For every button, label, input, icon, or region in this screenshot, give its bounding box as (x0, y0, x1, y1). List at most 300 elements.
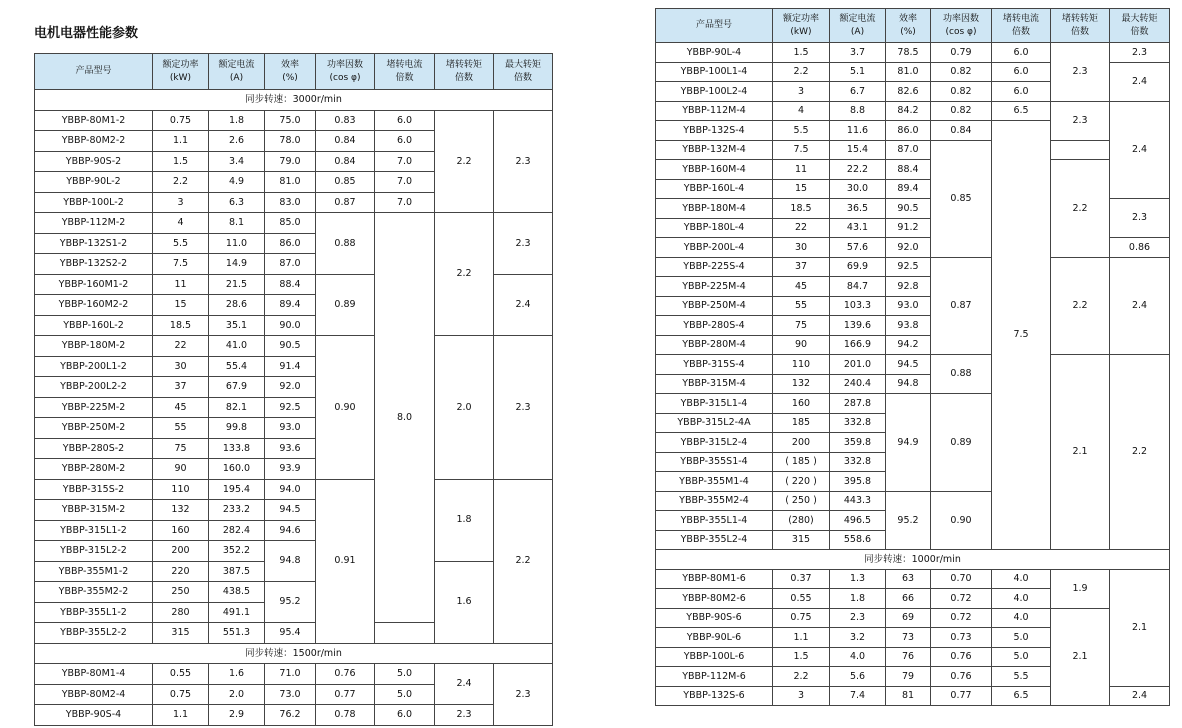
table-cell: YBBP-280M-4 (656, 335, 773, 355)
column-header-line: 倍数 (395, 72, 414, 83)
table-cell: 91.4 (265, 356, 316, 377)
table-cell: YBBP-355L2-4 (656, 530, 773, 550)
table-cell: 86.0 (265, 233, 316, 254)
column-header-efficiency (886, 9, 931, 43)
table-cell: YBBP-315L2-4 (656, 433, 773, 453)
table-cell: YBBP-160M-4 (656, 160, 773, 180)
table-cell: 0.82 (931, 101, 992, 121)
table-cell: 1.5 (773, 43, 830, 63)
table-cell: 315 (773, 530, 830, 550)
table-cell: YBBP-100L2-4 (656, 82, 773, 102)
table-cell: 75.0 (265, 110, 316, 131)
table-cell: YBBP-315L1-4 (656, 394, 773, 414)
table-cell: 93.6 (265, 438, 316, 459)
table-cell: 7.0 (375, 192, 435, 213)
table-cell: 3.4 (209, 151, 265, 172)
table-cell: 81 (886, 686, 931, 706)
table-cell: YBBP-160M2-2 (35, 295, 153, 316)
table-cell: YBBP-80M2-6 (656, 589, 773, 609)
column-header-line: (%) (900, 26, 916, 37)
table-cell: YBBP-355L1-2 (35, 602, 153, 623)
table-cell: 66 (886, 589, 931, 609)
table-cell: 332.8 (830, 452, 886, 472)
table-cell: 5.0 (375, 684, 435, 705)
table-cell: 2.1 (1051, 355, 1110, 550)
table-row (656, 43, 1170, 63)
column-header-line: 额定电流 (218, 60, 255, 71)
table-row (35, 213, 553, 234)
table-cell: 30.0 (830, 179, 886, 199)
table-cell: 94.5 (265, 500, 316, 521)
table-cell: 0.72 (931, 589, 992, 609)
table-cell: 2.3 (1051, 43, 1110, 102)
table-cell: 160 (153, 520, 209, 541)
table-cell: 73 (886, 628, 931, 648)
table-cell: 287.8 (830, 394, 886, 414)
table-cell: 95.4 (265, 623, 316, 644)
table-cell: 0.75 (153, 684, 209, 705)
table-cell: 88.4 (886, 160, 931, 180)
table-cell: 92.5 (886, 257, 931, 277)
table-cell: 28.6 (209, 295, 265, 316)
table-cell: 3 (153, 192, 209, 213)
table-cell: YBBP-90L-2 (35, 172, 153, 193)
column-header-line: 功率因数 (942, 14, 979, 25)
table-cell: 87.0 (265, 254, 316, 275)
table-cell: 76 (886, 647, 931, 667)
speed-section-row (656, 550, 1170, 570)
table-cell: 1.1 (153, 131, 209, 152)
table-cell: 2.2 (153, 172, 209, 193)
table-cell: 89.4 (265, 295, 316, 316)
table-cell: 0.79 (931, 43, 992, 63)
column-header-line: 效率 (280, 60, 299, 71)
column-header-line: 倍数 (1070, 26, 1089, 37)
table-cell: 8.8 (830, 101, 886, 121)
table-cell: 99.8 (209, 418, 265, 439)
table-cell: YBBP-355L2-2 (35, 623, 153, 644)
table-cell: 22 (773, 218, 830, 238)
table-cell: 200 (773, 433, 830, 453)
table-cell: 240.4 (830, 374, 886, 394)
table-cell: YBBP-355M1-2 (35, 561, 153, 582)
table-cell: 79.0 (265, 151, 316, 172)
table-cell: YBBP-225S-4 (656, 257, 773, 277)
table-cell: 0.76 (316, 664, 375, 685)
table-cell: 18.5 (773, 199, 830, 219)
table-cell: 2.2 (494, 479, 553, 643)
table-row (656, 140, 1170, 160)
table-cell: 76.2 (265, 705, 316, 726)
table-cell: 2.3 (435, 705, 494, 726)
table-cell: 5.0 (992, 647, 1051, 667)
table-cell: YBBP-80M2-2 (35, 131, 153, 152)
table-cell: 15 (773, 179, 830, 199)
table-cell: 2.2 (1110, 355, 1170, 550)
table-row (656, 101, 1170, 121)
table-cell: 2.3 (1110, 199, 1170, 238)
table-cell: 280 (153, 602, 209, 623)
table-cell: 7.0 (375, 172, 435, 193)
table-cell: 0.85 (931, 140, 992, 257)
column-header-rated-current (209, 54, 265, 90)
column-header-locked-rotor-current-ratio (992, 9, 1051, 43)
table-cell: 0.75 (153, 110, 209, 131)
table-cell: 4.0 (830, 647, 886, 667)
column-header-line: 效率 (898, 14, 917, 25)
table-cell: 4 (773, 101, 830, 121)
table-cell: 83.0 (265, 192, 316, 213)
table-cell: 0.72 (931, 608, 992, 628)
table-cell: YBBP-100L-6 (656, 647, 773, 667)
table-cell: 15.4 (830, 140, 886, 160)
table-cell: 84.2 (886, 101, 931, 121)
table-row (35, 479, 553, 500)
table-cell: 0.84 (316, 131, 375, 152)
table-cell: 2.6 (209, 131, 265, 152)
table-cell: YBBP-112M-2 (35, 213, 153, 234)
table-cell: YBBP-280M-2 (35, 459, 153, 480)
table-cell: 2.4 (494, 274, 553, 336)
column-header-line: 额定功率 (782, 14, 819, 25)
table-cell: 0.77 (316, 684, 375, 705)
table-cell: YBBP-180M-2 (35, 336, 153, 357)
table-cell: YBBP-200L1-2 (35, 356, 153, 377)
table-cell: YBBP-80M2-4 (35, 684, 153, 705)
table-cell: 2.3 (494, 110, 553, 213)
table-cell: 2.3 (830, 608, 886, 628)
table-cell: 3 (773, 686, 830, 706)
speed-section-row (35, 90, 553, 111)
table-cell: 8.0 (375, 213, 435, 623)
table-cell: 7.5 (773, 140, 830, 160)
table-cell: 160 (773, 394, 830, 414)
table-cell: YBBP-200L-4 (656, 238, 773, 258)
table-cell: YBBP-100L-2 (35, 192, 153, 213)
table-cell: 233.2 (209, 500, 265, 521)
speed-section-label: 同步转速：3000r/min (35, 90, 553, 111)
table-cell: 7.0 (375, 151, 435, 172)
column-header-line: (cos φ) (945, 26, 977, 37)
table-cell: 2.0 (435, 336, 494, 480)
table-cell: 0.75 (773, 608, 830, 628)
table-cell: ( 185 ) (773, 452, 830, 472)
table-cell: 6.7 (830, 82, 886, 102)
table-cell: 45 (773, 277, 830, 297)
table-cell: 0.88 (931, 355, 992, 394)
table-row (35, 110, 553, 131)
table-cell: 94.8 (886, 374, 931, 394)
table-cell: YBBP-160L-2 (35, 315, 153, 336)
table-cell: 2.1 (1051, 608, 1110, 706)
column-header-power-factor (931, 9, 992, 43)
motor-spec-table-left (34, 53, 553, 726)
column-header-line: 倍数 (454, 72, 473, 83)
table-cell: 0.82 (931, 82, 992, 102)
table-cell: 2.2 (435, 110, 494, 213)
table-cell: 2.0 (209, 684, 265, 705)
column-header-line: 最大转矩 (504, 60, 541, 71)
table-cell: 75 (153, 438, 209, 459)
page-title: 电机电器性能参数 (34, 26, 139, 41)
table-header-row (656, 9, 1170, 43)
table-cell: 3 (773, 82, 830, 102)
table-cell: 92.5 (265, 397, 316, 418)
table-cell: 91.2 (886, 218, 931, 238)
column-header-locked-rotor-current-ratio (375, 54, 435, 90)
table-cell: 395.8 (830, 472, 886, 492)
table-cell: 92.0 (886, 238, 931, 258)
table-cell: 160.0 (209, 459, 265, 480)
table-cell: 55 (773, 296, 830, 316)
column-header-model (35, 54, 153, 90)
table-row (656, 160, 1170, 180)
table-cell: 11 (153, 274, 209, 295)
table-cell: 73.0 (265, 684, 316, 705)
column-header-line: 产品型号 (695, 20, 732, 31)
table-cell: 67.9 (209, 377, 265, 398)
table-cell: 36.5 (830, 199, 886, 219)
table-cell: ( 250 ) (773, 491, 830, 511)
table-cell: 8.1 (209, 213, 265, 234)
table-cell: 6.5 (992, 101, 1051, 121)
table-cell: 14.9 (209, 254, 265, 275)
table-cell: 0.87 (316, 192, 375, 213)
column-header-max-torque-ratio (494, 54, 553, 90)
table-row (656, 608, 1170, 628)
column-header-line: 堵转电流 (386, 60, 423, 71)
table-cell: 496.5 (830, 511, 886, 531)
column-header-rated-power (773, 9, 830, 43)
table-cell: 0.77 (931, 686, 992, 706)
column-header-line: 倍数 (1130, 26, 1149, 37)
table-cell: 78.5 (886, 43, 931, 63)
table-cell: 82.1 (209, 397, 265, 418)
table-cell: 37 (773, 257, 830, 277)
table-cell: 0.85 (316, 172, 375, 193)
table-cell: 2.2 (1051, 257, 1110, 355)
table-cell: 93.0 (265, 418, 316, 439)
table-cell: 78.0 (265, 131, 316, 152)
column-header-efficiency (265, 54, 316, 90)
table-cell: YBBP-315S-2 (35, 479, 153, 500)
column-header-rated-power (153, 54, 209, 90)
table-cell: YBBP-355M1-4 (656, 472, 773, 492)
table-cell: YBBP-355L1-4 (656, 511, 773, 531)
table-cell: 15 (153, 295, 209, 316)
column-header-line: (%) (282, 72, 298, 83)
table-cell: 133.8 (209, 438, 265, 459)
table-cell: YBBP-355S1-4 (656, 452, 773, 472)
table-cell: 5.5 (773, 121, 830, 141)
table-cell: YBBP-315M-4 (656, 374, 773, 394)
table-cell: 0.76 (931, 647, 992, 667)
table-cell: 4 (153, 213, 209, 234)
table-cell: 21.5 (209, 274, 265, 295)
table-cell: 0.70 (931, 569, 992, 589)
table-cell: YBBP-250M-4 (656, 296, 773, 316)
table-cell: 94.0 (265, 479, 316, 500)
table-cell: 200 (153, 541, 209, 562)
table-cell: 22.2 (830, 160, 886, 180)
table-cell: ( 220 ) (773, 472, 830, 492)
table-row (656, 257, 1170, 277)
table-cell: 166.9 (830, 335, 886, 355)
table-cell: YBBP-90L-4 (656, 43, 773, 63)
table-cell: 57.6 (830, 238, 886, 258)
table-cell: 110 (153, 479, 209, 500)
table-cell: 0.88 (316, 213, 375, 275)
table-cell: 6.0 (375, 705, 435, 726)
table-cell: 71.0 (265, 664, 316, 685)
table-cell: 352.2 (209, 541, 265, 562)
table-cell: YBBP-160L-4 (656, 179, 773, 199)
column-header-line: 功率因数 (326, 60, 363, 71)
table-cell: YBBP-180M-4 (656, 199, 773, 219)
table-cell: 315 (153, 623, 209, 644)
table-cell: 6.5 (992, 686, 1051, 706)
table-cell: 93.8 (886, 316, 931, 336)
table-cell: 90 (153, 459, 209, 480)
table-cell: YBBP-250M-2 (35, 418, 153, 439)
table-cell: 1.3 (830, 569, 886, 589)
table-cell: 2.3 (494, 664, 553, 726)
table-cell: 2.3 (494, 213, 553, 275)
table-cell: YBBP-200L2-2 (35, 377, 153, 398)
table-cell: 0.89 (931, 394, 992, 492)
table-cell: YBBP-132S2-2 (35, 254, 153, 275)
table-cell: 1.6 (435, 561, 494, 643)
table-cell: 2.4 (1110, 686, 1170, 706)
table-cell: 94.8 (265, 541, 316, 582)
speed-section-row (35, 643, 553, 664)
table-cell: 551.3 (209, 623, 265, 644)
table-cell: 11 (773, 160, 830, 180)
table-cell: 2.4 (1110, 101, 1170, 199)
column-header-max-torque-ratio (1110, 9, 1170, 43)
table-cell: 5.1 (830, 62, 886, 82)
column-header-model (656, 9, 773, 43)
table-cell: 94.2 (886, 335, 931, 355)
table-cell: 139.6 (830, 316, 886, 336)
table-cell: 2.4 (435, 664, 494, 705)
table-cell: 2.3 (494, 336, 553, 480)
table-cell: 5.5 (992, 667, 1051, 687)
motor-spec-table-right (655, 8, 1170, 706)
table-cell: 0.76 (931, 667, 992, 687)
table-cell: 30 (773, 238, 830, 258)
table-cell: 4.0 (992, 569, 1051, 589)
table-cell: YBBP-132M-4 (656, 140, 773, 160)
table-cell: 84.7 (830, 277, 886, 297)
table-cell: 491.1 (209, 602, 265, 623)
table-row (35, 705, 553, 726)
table-cell: 185 (773, 413, 830, 433)
table-cell: 87.0 (886, 140, 931, 160)
table-cell: 4.9 (209, 172, 265, 193)
table-cell: 88.4 (265, 274, 316, 295)
table-cell: 4.0 (992, 608, 1051, 628)
table-cell: 3.2 (830, 628, 886, 648)
table-cell: 1.1 (773, 628, 830, 648)
table-cell: 332.8 (830, 413, 886, 433)
table-cell: 81.0 (886, 62, 931, 82)
table-cell: 92.0 (265, 377, 316, 398)
table-cell: 93.0 (886, 296, 931, 316)
table-cell: 0.90 (931, 491, 992, 550)
table-cell: 90 (773, 335, 830, 355)
table-cell: 2.4 (1110, 62, 1170, 101)
table-cell: 0.84 (316, 151, 375, 172)
table-cell: 359.8 (830, 433, 886, 453)
table-cell: 201.0 (830, 355, 886, 375)
column-header-line: 额定功率 (162, 60, 199, 71)
table-cell: 5.0 (992, 628, 1051, 648)
table-cell: YBBP-280S-2 (35, 438, 153, 459)
table-cell: YBBP-160M1-2 (35, 274, 153, 295)
column-header-line: 倍数 (1011, 26, 1030, 37)
table-cell: 0.90 (316, 336, 375, 480)
table-cell: 41.0 (209, 336, 265, 357)
table-cell: 7.4 (830, 686, 886, 706)
table-cell: 90.5 (265, 336, 316, 357)
table-cell: 86.0 (886, 121, 931, 141)
table-cell: 0.87 (931, 257, 992, 355)
table-header-row (35, 54, 553, 90)
table-cell: 81.0 (265, 172, 316, 193)
table-cell: 2.9 (209, 705, 265, 726)
table-cell: 75 (773, 316, 830, 336)
table-cell: YBBP-80M1-4 (35, 664, 153, 685)
table-row (656, 355, 1170, 375)
table-cell: 2.2 (435, 213, 494, 336)
table-cell: 89.4 (886, 179, 931, 199)
table-cell: 90.0 (265, 315, 316, 336)
table-cell: 45 (153, 397, 209, 418)
table-cell: 132 (773, 374, 830, 394)
table-cell: 6.3 (209, 192, 265, 213)
table-cell: 37 (153, 377, 209, 398)
column-header-line: 额定电流 (839, 14, 876, 25)
table-cell: 3.7 (830, 43, 886, 63)
table-cell: 95.2 (886, 491, 931, 550)
table-cell: YBBP-225M-2 (35, 397, 153, 418)
speed-section-label: 同步转速：1000r/min (656, 550, 1170, 570)
table-row (656, 569, 1170, 589)
column-header-line: (A) (850, 26, 865, 37)
table-cell: YBBP-132S-6 (656, 686, 773, 706)
table-cell: 0.55 (153, 664, 209, 685)
table-cell: 55 (153, 418, 209, 439)
table-cell: YBBP-180L-4 (656, 218, 773, 238)
table-cell: 438.5 (209, 582, 265, 603)
table-cell: 2.2 (773, 667, 830, 687)
table-cell: YBBP-132S-4 (656, 121, 773, 141)
table-cell: 22 (153, 336, 209, 357)
table-cell: YBBP-280S-4 (656, 316, 773, 336)
table-cell: 1.9 (1051, 569, 1110, 608)
table-cell: 0.89 (316, 274, 375, 336)
table-cell: 43.1 (830, 218, 886, 238)
table-cell: 94.5 (886, 355, 931, 375)
table-cell: 69.9 (830, 257, 886, 277)
table-cell: YBBP-90S-4 (35, 705, 153, 726)
table-cell: 2.2 (773, 62, 830, 82)
table-row (35, 664, 553, 685)
table-cell: 387.5 (209, 561, 265, 582)
table-cell: 79 (886, 667, 931, 687)
table-cell: 1.8 (830, 589, 886, 609)
